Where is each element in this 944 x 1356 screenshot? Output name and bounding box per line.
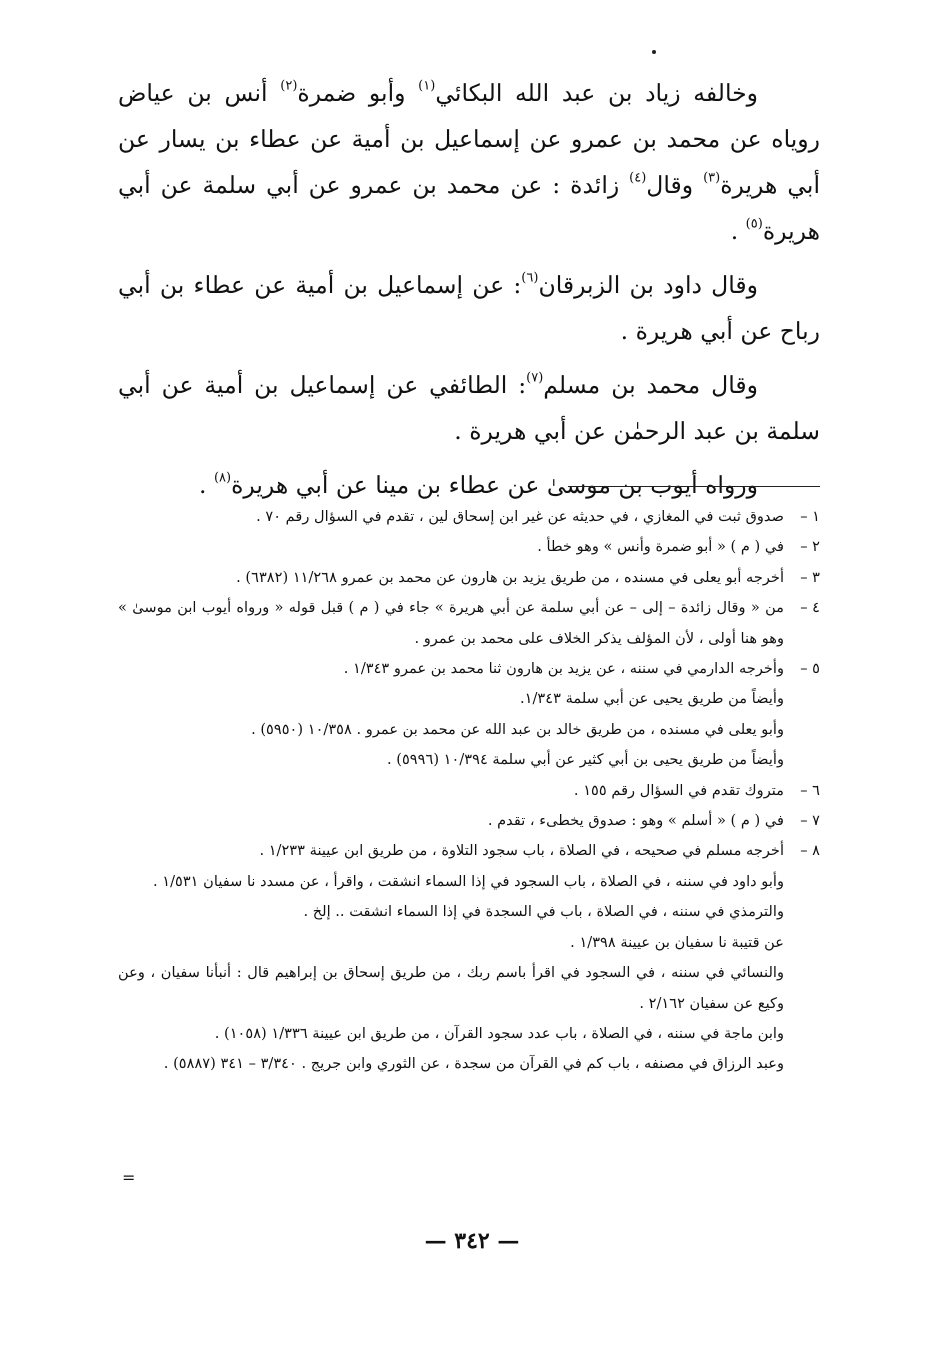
footnote — [118, 593, 820, 654]
ink-speck — [652, 50, 656, 54]
footnote-ref: (٥) — [745, 216, 763, 232]
footnote-number: ٧ – — [800, 812, 820, 830]
footnote — [118, 563, 820, 593]
footnote-line: والترمذي في سننه ، في الصلاة ، باب في السجدة في إذا السماء انشقت .. إلخ . — [303, 903, 784, 921]
footnote-line: وأخرجه الدارمي في سننه ، عن يزيد بن هارون ثنا محمد بن عمرو ١/٣٤٣ . — [343, 660, 784, 678]
footnote-body — [118, 593, 784, 654]
footnote-line: وابن ماجة في سننه ، في الصلاة ، باب عدد سجود القرآن ، من طريق ابن عيينة ١/٣٣٦ (١٠٥٨) . — [214, 1024, 784, 1042]
footnote-ref: (٦) — [521, 270, 539, 286]
paragraph-text: : الطائفي عن إسماعيل بن أمية عن أبي سلمة بن عبد الرحمٰن عن أبي هريرة . — [118, 371, 820, 445]
paragraph-text: . — [730, 217, 746, 245]
paragraph-text: أنس بن عياض روياه عن محمد بن عمرو عن إسماعيل بن أمية عن عطاء بن يسار عن أبي هريرة — [118, 79, 820, 199]
footnote-number: ٨ – — [800, 842, 820, 860]
footnote-line: من « وقال زائدة – إلى – عن أبي سلمة عن أبي هريرة » جاء في ( م ) قبل قوله « ورواه أيوب ابن موسىٰ » وهو هنا أولى ، لأن المؤلف يذكر الخلاف على محمد بن عمرو . — [118, 599, 784, 647]
paragraph-text: وقال داود بن الزبرقان — [538, 271, 758, 299]
paragraph-text: : عن إسماعيل بن أمية عن عطاء بن أبي رباح عن أبي هريرة . — [118, 271, 820, 345]
footnote-ref: (٣) — [703, 170, 721, 186]
footnote-body — [118, 502, 784, 532]
footnote-number: ٢ – — [800, 538, 820, 556]
main-text — [118, 70, 820, 516]
main-paragraph — [118, 362, 820, 454]
footnote-line: في ( م ) « أسلم » وهو : صدوق يخطىء ، تقدم . — [487, 812, 784, 830]
footnote-ref: (١) — [418, 78, 436, 94]
footnote-line: أخرجه مسلم في صحيحه ، في الصلاة ، باب سجود التلاوة ، من طريق ابن عيينة ١/٢٣٣ . — [259, 842, 784, 860]
paragraph-text: ورواه أيوب بن موسىٰ عن عطاء بن مينا عن أبي هريرة — [231, 471, 758, 499]
main-paragraph — [118, 262, 820, 354]
footnote — [118, 532, 820, 562]
footnote-ref: (٤) — [629, 170, 647, 186]
continuation-mark: = — [122, 1168, 136, 1187]
footnote-line: وأبو يعلى في مسنده ، من طريق خالد بن عبد الله عن محمد بن عمرو . ١٠/٣٥٨ (٥٩٥٠) . — [251, 720, 784, 738]
footnote-body — [118, 836, 784, 1079]
footnote-body — [118, 532, 784, 562]
footnote-line: متروك تقدم في السؤال رقم ١٥٥ . — [573, 781, 784, 799]
footnote — [118, 836, 820, 1079]
footnote-line: والنسائي في سننه ، في السجود في اقرأ باسم ربك ، من طريق إسحاق بن إبراهيم قال : أنبأنا سفيان ، وعن وكيع عن سفيان ٢/١٦٢ . — [118, 964, 784, 1012]
footnote — [118, 806, 820, 836]
paragraph-text: زائدة : عن محمد بن عمرو عن أبي سلمة عن أبي هريرة — [118, 171, 820, 245]
footnote-line: وعبد الرزاق في مصنفه ، باب كم في القرآن من سجدة ، عن الثوري وابن جريج . ٣/٣٤٠ – ٣٤١ (٥٨٨٧) . — [163, 1055, 784, 1073]
footnote-number: ٥ – — [800, 660, 820, 678]
footnote-ref: (٨) — [213, 470, 232, 486]
paragraph-text: وقال — [646, 171, 704, 199]
footnote-line: أخرجه أبو يعلى في مسنده ، من طريق يزيد بن هارون عن محمد بن عمرو ١١/٢٦٨ (٦٣٨٢) . — [236, 568, 784, 586]
footnote-body — [118, 806, 784, 836]
footnote-body — [118, 563, 784, 593]
footnote-number: ٣ – — [800, 568, 820, 586]
paragraph-text: وأبو ضمرة — [297, 79, 419, 107]
footnote-body — [118, 654, 784, 776]
footnote-body — [118, 776, 784, 806]
footnotes — [118, 502, 820, 1080]
footnote — [118, 502, 820, 532]
footnote-ref: (٧) — [526, 370, 544, 386]
page-number: — ٣٤٢ — — [424, 1228, 520, 1254]
paragraph-text: وخالفه زياد بن عبد الله البكائي — [435, 79, 758, 107]
footnote-line: وأيضاً من طريق يحيى بن أبي كثير عن أبي سلمة ١٠/٣٩٤ (٥٩٩٦) . — [386, 751, 784, 769]
footnote-line: صدوق ثبت في المغازي ، في حديثه عن غير ابن إسحاق لين ، تقدم في السؤال رقم ٧٠ . — [256, 508, 784, 525]
footnote-line: في ( م ) « أبو ضمرة وأنس » وهو خطأ . — [537, 538, 784, 556]
footnote — [118, 776, 820, 806]
paragraph-text: وقال محمد بن مسلم — [543, 371, 758, 399]
footnote-line: وأبو داود في سننه ، في الصلاة ، باب السجود في إذا السماء انشقت ، واقرأ ، عن مسدد نا سفيان ١/٥٣١ . — [152, 872, 784, 890]
footnote-number: ٦ – — [800, 781, 820, 799]
main-paragraph — [118, 70, 820, 254]
footnote-ref: (٢) — [280, 78, 298, 94]
footnote — [118, 654, 820, 776]
footnote-number: ٤ – — [800, 599, 820, 617]
footnote-line: عن قتيبة نا سفيان بن عيينة ١/٣٩٨ . — [570, 933, 784, 951]
footnote-line: وأيضاً من طريق يحيى عن أبي سلمة ١/٣٤٣. — [520, 690, 784, 708]
footnote-number: ١ – — [800, 508, 820, 525]
footnote-separator — [568, 486, 820, 487]
paragraph-text: . — [199, 471, 214, 499]
